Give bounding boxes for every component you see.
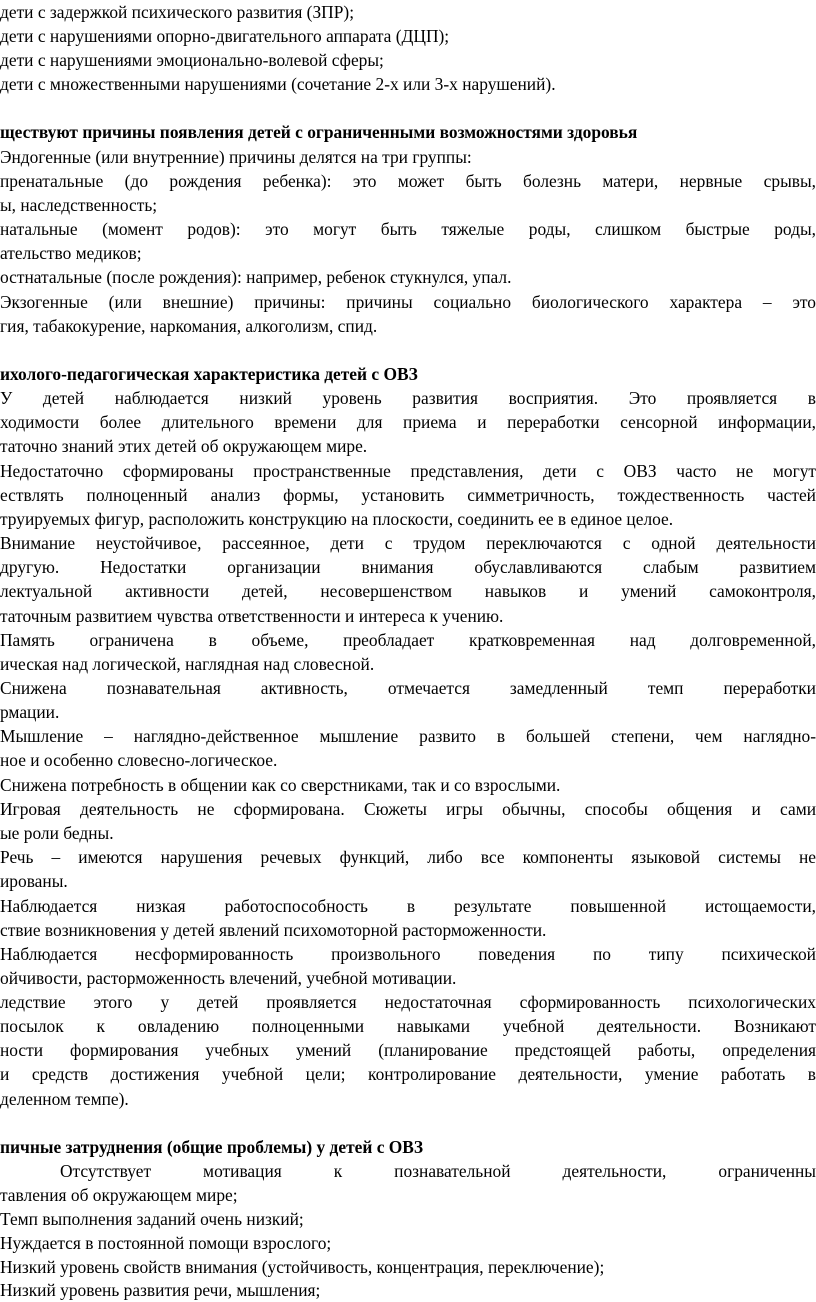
text-line: ическая над логической, наглядная над словесной. [0, 654, 375, 674]
text-line: Снижена потребность в общении как со сверстниками, так и со взрослыми. [0, 775, 561, 795]
text-line: тавления об окружающем мире; [0, 1185, 238, 1205]
text-line: Низкий уровень развития речи, мышления; [0, 1280, 321, 1300]
text-line: У детей наблюдается низкий уровень развития восприятия. Это проявляется в [0, 388, 816, 408]
text-line: таточно знаний этих детей об окружающем мире. [0, 436, 368, 456]
text-line: Недостаточно сформированы пространственные представления, дети с ОВЗ часто не могут [0, 461, 816, 481]
text-line: ледствие этого у детей проявляется недостаточная сформированность психологических [0, 992, 816, 1012]
text-line: гия, табакокурение, наркомания, алкоголизм, спид. [0, 316, 378, 336]
text-line: другую. Недостатки организации внимания обуславливаются слабым развитием [0, 557, 816, 577]
text-line: Нуждается в постоянной помощи взрослого; [0, 1233, 332, 1253]
text-line: Эндогенные (или внутренние) причины делятся на три группы: [0, 147, 472, 167]
text-line: ное и особенно словесно-логическое. [0, 750, 278, 770]
text-line: деленном темпе). [0, 1089, 129, 1109]
text-line: ые роли бедны. [0, 823, 114, 843]
text-line: рмации. [0, 702, 60, 722]
text-line: Мышление – наглядно-действенное мышление развито в большей степени, чем наглядно- [0, 726, 816, 746]
text-line: ы, наследственность; [0, 195, 158, 215]
text-line: ествлять полноценный анализ формы, установить симметричность, тождественность частей [0, 485, 816, 505]
text-line: пренатальные (до рождения ребенка): это может быть болезнь матери, нервные срывы, [0, 171, 816, 191]
text-line: лектуальной активности детей, несовершенством навыков и умений самоконтроля, [0, 581, 816, 601]
text-line: Отсутствует мотивация к познавательной деятельности, ограниченны [60, 1161, 816, 1181]
text-line: посылок к овладению полноценными навыками учебной деятельности. Возникают [0, 1016, 816, 1036]
text-line: ствие возникновения у детей явлений психомоторной расторможенности. [0, 920, 547, 940]
text-line: дети с задержкой психического развития (ЗПР); [0, 2, 355, 22]
text-line: дети с нарушениями опорно-двигательного аппарата (ДЦП); [0, 26, 450, 46]
section-heading: ихолого-педагогическая характеристика детей с ОВЗ [0, 364, 418, 384]
text-line: ательство медиков; [0, 243, 142, 263]
text-line: и средств достижения учебной цели; контролирование деятельности, умение работать в [0, 1064, 816, 1084]
text-line: Память ограничена в объеме, преобладает кратковременная над долговременной, [0, 630, 816, 650]
text-line: труируемых фигур, расположить конструкцию на плоскости, соединить ее в единое целое. [0, 509, 674, 529]
text-line: Темп выполнения заданий очень низкий; [0, 1209, 304, 1229]
text-line: Речь – имеются нарушения речевых функций, либо все компоненты языковой системы не [0, 847, 816, 867]
text-line: Наблюдается несформированность произвольного поведения по типу психической [0, 944, 816, 964]
text-line: Наблюдается низкая работоспособность в результате повышенной истощаемости, [0, 896, 816, 916]
text-line: Внимание неустойчивое, рассеянное, дети с трудом переключаются с одной деятельности [0, 533, 816, 553]
text-line: Экзогенные (или внешние) причины: причины социально биологического характера – это [0, 292, 816, 312]
section-heading: пичные затруднения (общие проблемы) у детей с ОВЗ [0, 1137, 424, 1157]
text-line: Низкий уровень свойств внимания (устойчивость, концентрация, переключение); [0, 1257, 605, 1277]
text-line: дети с множественными нарушениями (сочетание 2-х или 3-х нарушений). [0, 74, 556, 94]
text-line: ности формирования учебных умений (планирование предстоящей работы, определения [0, 1040, 816, 1060]
text-line: таточным развитием чувства ответственности и интереса к учению. [0, 606, 504, 626]
text-line: ходимости более длительного времени для приема и переработки сенсорной информации, [0, 412, 816, 432]
text-line: дети с нарушениями эмоционально-волевой сферы; [0, 50, 384, 70]
text-line: остнатальные (после рождения): например, ребенок стукнулся, упал. [0, 267, 512, 287]
text-line: Игровая деятельность не сформирована. Сюжеты игры обычны, способы общения и сами [0, 799, 816, 819]
section-heading: ществуют причины появления детей с ограниченными возможностями здоровья [0, 122, 638, 142]
text-line: Снижена познавательная активность, отмечается замедленный темп переработки [0, 678, 816, 698]
text-line: ированы. [0, 871, 68, 891]
text-line: ойчивости, расторможенность влечений, учебной мотивации. [0, 968, 457, 988]
text-line: натальные (момент родов): это могут быть тяжелые роды, слишком быстрые роды, [0, 219, 816, 239]
